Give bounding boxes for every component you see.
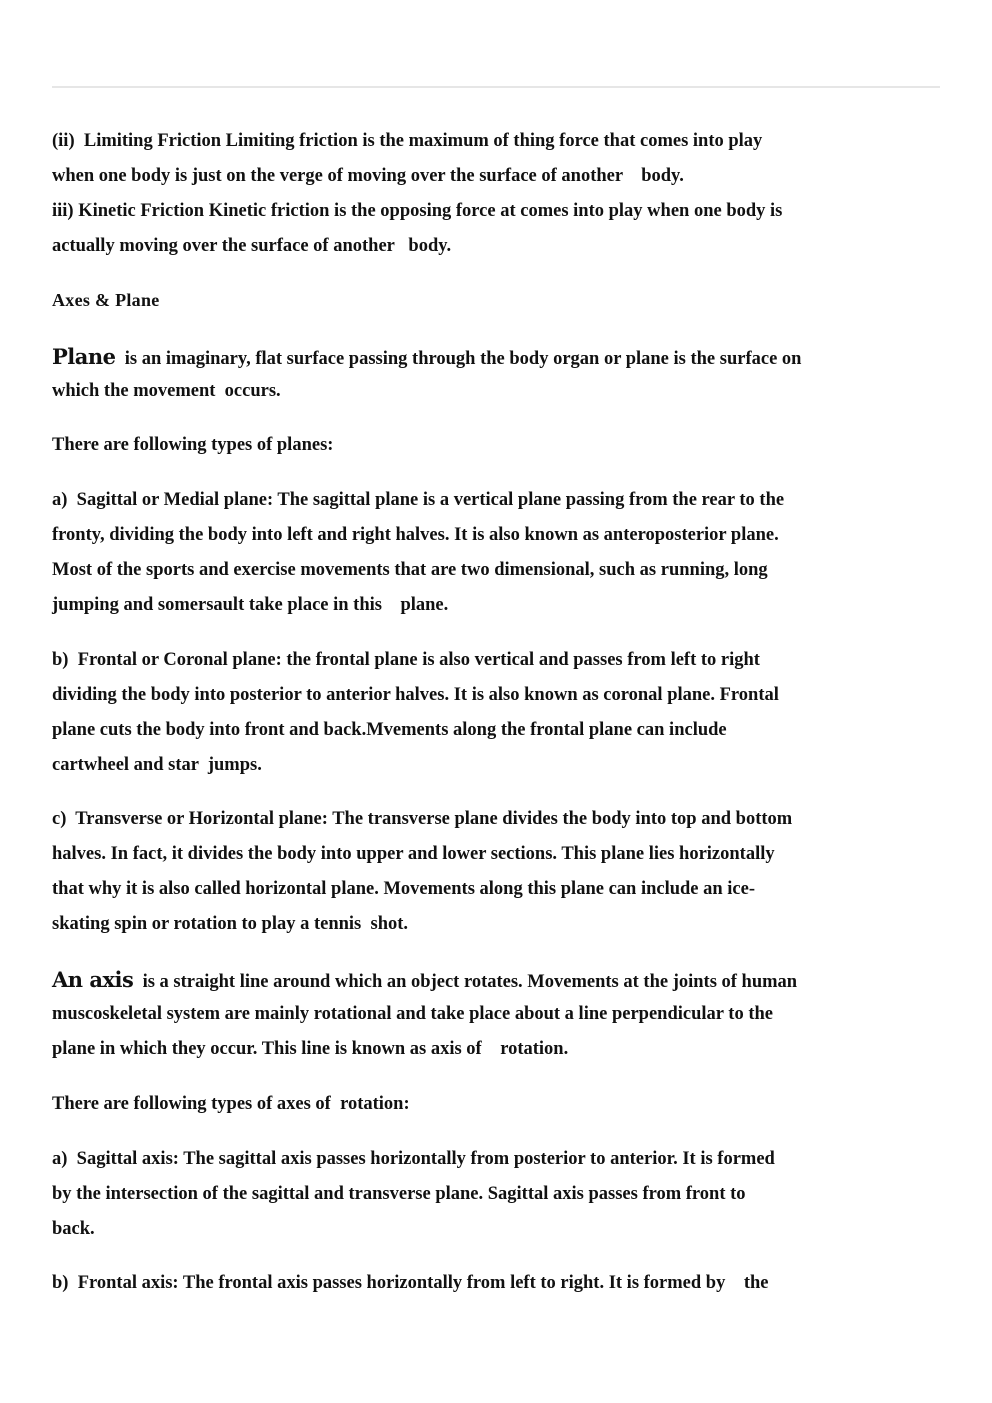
text-line: Most of the sports and exercise movements that are two dimensional, such as running, long bbox=[52, 560, 768, 580]
text-line: cartwheel and star jumps. bbox=[52, 755, 262, 775]
header-divider bbox=[52, 86, 940, 88]
text-line: when one body is just on the verge of moving over the surface of another body. bbox=[52, 166, 684, 186]
text-line: b) Frontal or Coronal plane: the frontal plane is also vertical and passes from left to right bbox=[52, 650, 760, 670]
plane-definition bbox=[52, 339, 801, 409]
section-heading: Axes & Plane bbox=[52, 290, 160, 310]
text-line bbox=[52, 962, 797, 997]
frontal-plane-paragraph bbox=[52, 643, 779, 783]
text-line: c) Transverse or Horizontal plane: The transverse plane divides the body into top and bottom bbox=[52, 809, 793, 829]
frontal-axis-paragraph bbox=[52, 1266, 769, 1301]
sagittal-plane-paragraph bbox=[52, 483, 784, 623]
text-line: that why it is also called horizontal plane. Movements along this plane can include an ice- bbox=[52, 879, 756, 899]
text-line: skating spin or rotation to play a tennis shot. bbox=[52, 914, 409, 934]
text-span: is an imaginary, flat surface passing through the body organ or plane is the surface on bbox=[115, 349, 802, 369]
text-line: b) Frontal axis: The frontal axis passes horizontally from left to right. It is formed by the bbox=[52, 1273, 769, 1293]
text-line: a) Sagittal or Medial plane: The sagittal plane is a vertical plane passing from the rear to the bbox=[52, 490, 785, 510]
planes-intro: There are following types of planes: bbox=[52, 435, 334, 455]
text-line: a) Sagittal axis: The sagittal axis passes horizontally from posterior to anterior. It is formed bbox=[52, 1149, 775, 1169]
text-line: dividing the body into posterior to anterior halves. It is also known as coronal plane. Frontal bbox=[52, 685, 779, 705]
axis-term: An axis bbox=[52, 967, 134, 992]
axes-intro: There are following types of axes of rotation: bbox=[52, 1094, 410, 1114]
text-line: which the movement occurs. bbox=[52, 381, 281, 401]
text-span: is a straight line around which an object rotates. Movements at the joints of human bbox=[133, 972, 798, 992]
friction-paragraph bbox=[52, 124, 782, 264]
plane-term: Plane bbox=[52, 344, 116, 369]
text-line bbox=[52, 339, 801, 374]
sagittal-axis-paragraph bbox=[52, 1142, 775, 1247]
text-line: fronty, dividing the body into left and right halves. It is also known as anteroposterior plane. bbox=[52, 525, 779, 545]
text-line: back. bbox=[52, 1219, 95, 1239]
axis-definition bbox=[52, 962, 797, 1067]
text-line: muscoskeletal system are mainly rotational and take place about a line perpendicular to the bbox=[52, 1004, 773, 1024]
text-line: (ii) Limiting Friction Limiting friction is the maximum of thing force that comes into play bbox=[52, 131, 763, 151]
text-line: halves. In fact, it divides the body into upper and lower sections. This plane lies horizontally bbox=[52, 844, 775, 864]
text-line: iii) Kinetic Friction Kinetic friction is the opposing force at comes into play when one body is bbox=[52, 201, 783, 221]
text-line: jumping and somersault take place in this plane. bbox=[52, 595, 449, 615]
text-line: plane in which they occur. This line is known as axis of rotation. bbox=[52, 1039, 569, 1059]
transverse-plane-paragraph bbox=[52, 802, 792, 942]
text-line: by the intersection of the sagittal and transverse plane. Sagittal axis passes from front to bbox=[52, 1184, 746, 1204]
text-line: plane cuts the body into front and back.Mvements along the frontal plane can include bbox=[52, 720, 727, 740]
text-line: actually moving over the surface of another body. bbox=[52, 236, 452, 256]
